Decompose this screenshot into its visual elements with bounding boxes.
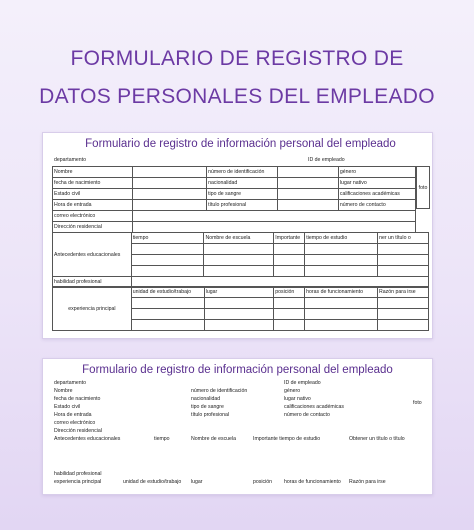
label-genero: género [338,167,415,178]
cell[interactable] [204,298,274,309]
label-antecedentes: Antecedentes educacionales [53,233,132,277]
label-hora-entrada: Hora de entrada [54,412,92,418]
label-estado-civil: Estado civil [54,404,81,410]
cell[interactable] [274,266,305,277]
label-antecedentes: Antecedentes educacionales [54,436,121,442]
label-lugar-nativo: lugar nativo [338,178,415,189]
label-foto: foto [413,400,422,406]
cell[interactable] [378,320,429,331]
label-correo: correo electrónico [54,420,96,426]
cell[interactable] [378,255,429,266]
cell[interactable] [204,244,274,255]
form-title: Formulario de registro de información personal del empleado [82,364,393,376]
education-table [52,232,429,288]
header-unidad: unidad de estudio/trabajo [131,287,204,298]
cell[interactable] [131,266,204,277]
label-habilidad: habilidad profesional [53,277,132,288]
label-experiencia: experiencia principal [54,479,102,485]
header-tiempo: tiempo [154,436,170,442]
header-titulo: ner un título o [378,233,429,244]
cell[interactable] [204,266,274,277]
cell[interactable] [378,309,429,320]
header-lugar: lugar [204,287,274,298]
cell[interactable] [305,255,378,266]
experience-table [52,286,429,331]
label-experiencia: experiencia principal [53,287,132,331]
label-numero-contacto: número de contacto [338,200,415,211]
input-fecha-nacimiento[interactable] [133,178,207,189]
cell[interactable] [378,298,429,309]
input-direccion[interactable] [133,222,416,233]
input-nacionalidad[interactable] [278,178,339,189]
cell[interactable] [204,320,274,331]
personal-info-table [52,166,416,233]
table-row [53,189,416,200]
label-nombre: Nombre [53,167,133,178]
cell[interactable] [378,244,429,255]
cell[interactable] [274,298,305,309]
page-banner [0,40,474,116]
header-horas: horas de funcionamiento [284,479,341,485]
label-numero-contacto: número de contacto [284,412,330,418]
label-titulo-profesional: título profesional [207,200,278,211]
cell[interactable] [305,266,378,277]
cell[interactable] [305,244,378,255]
cell[interactable] [274,244,305,255]
label-tipo-sangre: tipo de sangre [207,189,278,200]
header-razon: Razón para irse [349,479,386,485]
cell[interactable] [305,309,378,320]
label-calificaciones: calificaciones académicas [338,189,415,200]
header-obtener: Obtener un título o título [349,436,405,442]
label-habilidad: habilidad profesional [54,471,102,477]
table-row [53,222,416,233]
cell[interactable] [131,255,204,266]
label-id-empleado: ID de empleado [284,380,321,386]
label-direccion: Dirección residencial [53,222,133,233]
cell[interactable] [131,309,204,320]
table-row [53,167,416,178]
header-tiempo: tiempo [131,233,204,244]
input-estado-civil[interactable] [133,189,207,200]
table-row [53,287,429,298]
form-preview-borderless [42,358,433,495]
input-numero-identificacion[interactable] [278,167,339,178]
photo-box [416,166,430,209]
table-row [53,211,416,222]
header-razon: Razón para irse [378,287,429,298]
label-fecha-nacimiento: fecha de nacimiento [54,396,101,402]
cell[interactable] [274,320,305,331]
form-preview-bordered [42,132,433,339]
input-correo[interactable] [133,211,416,222]
label-direccion: Dirección residencial [54,428,102,434]
table-row [53,200,416,211]
cell[interactable] [131,298,204,309]
label-calificaciones: calificaciones académicas [284,404,344,410]
cell[interactable] [305,298,378,309]
label-fecha-nacimiento: fecha de nacimiento [53,178,133,189]
label-correo: correo electrónico [53,211,133,222]
label-tipo-sangre: tipo de sangre [191,404,224,410]
header-posicion: posición [253,479,273,485]
header-nombre-escuela: Nombre de escuela [191,436,236,442]
cell[interactable] [305,320,378,331]
header-unidad: unidad de estudio/trabajo [123,479,182,485]
cell[interactable] [131,320,204,331]
header-posicion: posición [274,287,305,298]
label-departamento: departamento [54,380,87,386]
header-horas: horas de funcionamiento [305,287,378,298]
label-hora-entrada: Hora de entrada [53,200,133,211]
table-row [53,233,429,244]
input-hora-entrada[interactable] [133,200,207,211]
banner-title-line1: FORMULARIO DE REGISTRO DE [70,47,404,70]
label-departamento: departamento [54,157,87,163]
label-id-empleado: ID de empleado [308,157,345,163]
cell[interactable] [131,244,204,255]
banner-title-line2: DATOS PERSONALES DEL EMPLEADO [39,85,435,108]
label-lugar-nativo: lugar nativo [284,396,311,402]
header-nombre-escuela: Nombre de escuela [204,233,274,244]
label-foto: foto [418,184,428,191]
table-row [53,178,416,189]
header-importante: Importante [274,233,305,244]
input-titulo-profesional[interactable] [278,200,339,211]
label-numero-identificacion: número de identificación [191,388,248,394]
label-titulo-profesional: título profesional [191,412,230,418]
label-estado-civil: Estado civil [53,189,133,200]
input-nombre[interactable] [133,167,207,178]
label-numero-identificacion: número de identificación [207,167,278,178]
header-lugar: lugar [191,479,203,485]
cell[interactable] [274,309,305,320]
label-nombre: Nombre [54,388,73,394]
label-nacionalidad: nacionalidad [191,396,221,402]
label-nacionalidad: nacionalidad [207,178,278,189]
input-tipo-sangre[interactable] [278,189,339,200]
cell[interactable] [378,266,429,277]
form-title: Formulario de registro de información personal del empleado [85,138,396,150]
header-importante: Importante tiempo de estudio [253,436,321,442]
cell[interactable] [204,255,274,266]
cell[interactable] [274,255,305,266]
header-tiempo-estudio: tiempo de estudio [305,233,378,244]
cell[interactable] [204,309,274,320]
label-genero: género [284,388,301,394]
photo-cell[interactable] [417,167,430,209]
